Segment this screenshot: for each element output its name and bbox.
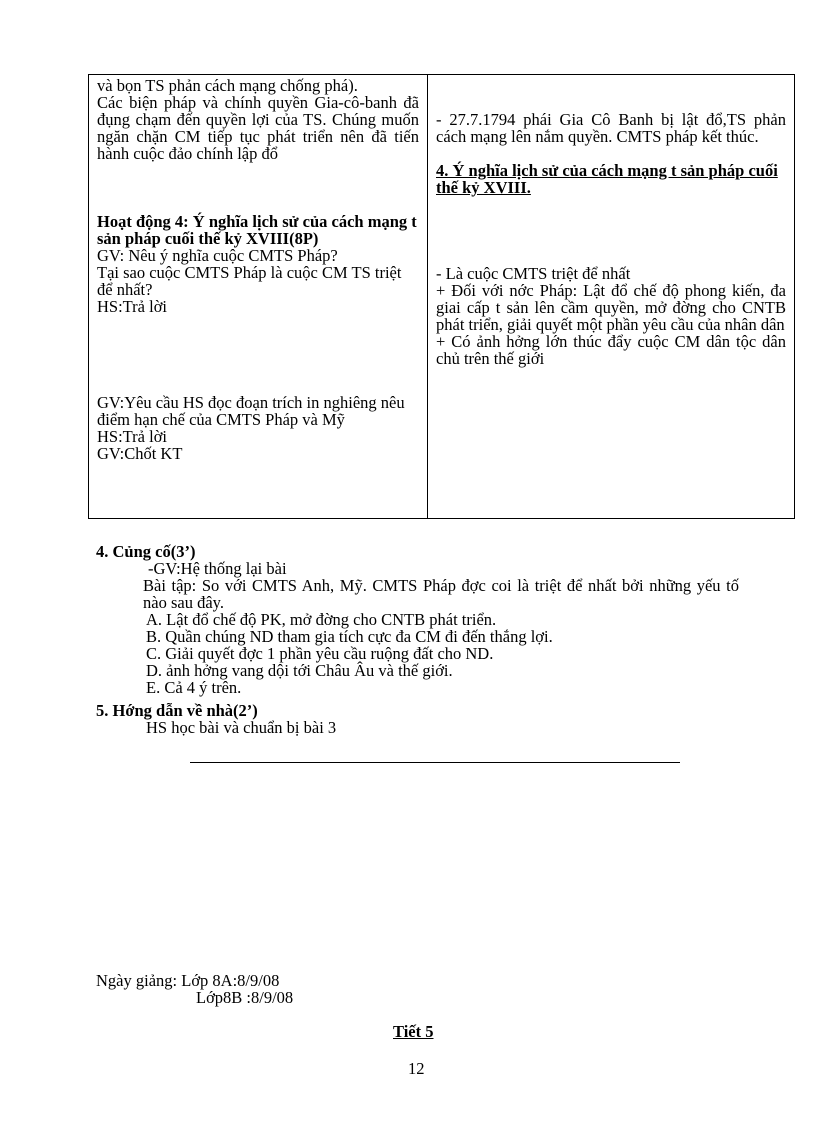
- teaching-date-class-b: Lớp8B :8/9/08: [196, 988, 294, 1007]
- significance-line-3: + Có ảnh hởng lớn thúc đẩy cuộc CM dân tộc dân chủ trên thế giới: [436, 332, 786, 368]
- teaching-date-class-a: Lớp 8A:8/9/08: [181, 971, 280, 990]
- option-b: B. Quần chúng ND tham gia tích cực đa CM đi đến thắng lợi.: [146, 627, 553, 646]
- table-row: [89, 75, 795, 519]
- reading-task: GV:Yêu cầu HS đọc đoạn trích in nghiêng nêu điểm hạn chế của CMTS Pháp và Mỹ: [97, 393, 405, 429]
- reading-conclusion: GV:Chốt KT: [97, 444, 183, 463]
- teaching-date-row: [96, 972, 279, 989]
- lesson-table: [88, 74, 795, 519]
- homework-heading: 5. Hớng dẫn về nhà(2’): [96, 701, 258, 720]
- option-c: C. Giải quyết đợc 1 phần yêu cầu ruộng đất cho ND.: [146, 644, 494, 663]
- homework-text: HS học bài và chuẩn bị bài 3: [146, 718, 337, 737]
- option-a: A. Lật đổ chế độ PK, mở đờng cho CNTB phát triển.: [146, 610, 497, 629]
- event-text: - 27.7.1794 phái Gia Cô Banh bị lật đổ,TS phản cách mạng lên nắm quyền. CMTS pháp kết thúc.: [436, 110, 786, 146]
- option-d: D. ảnh hởng vang dội tới Châu Âu và thế giới.: [146, 661, 453, 680]
- activity-question-1: GV: Nêu ý nghĩa cuộc CMTS Pháp?: [97, 246, 338, 265]
- teacher-activity-column: [89, 75, 428, 519]
- page-number: 12: [408, 1059, 425, 1078]
- significance-line-1: - Là cuộc CMTS triệt để nhất: [436, 264, 631, 283]
- consolidation-line: -GV:Hệ thống lại bài: [148, 559, 287, 578]
- divider-line: [190, 762, 680, 763]
- teaching-date-label: Ngày giảng:: [96, 971, 178, 990]
- intro-line-1: và bọn TS phản cách mạng chống phá).: [97, 76, 358, 95]
- intro-paragraph: Các biện pháp và chính quyền Gia-cô-banh đã đụng chạm đến quyền lợi của TS. Chúng muốn ngăn chặn CM tiếp tục phát triển nên đã tiến hành cuộc đảo chính lập đổ: [97, 93, 419, 163]
- lesson-label: Tiết 5: [393, 1022, 434, 1041]
- option-e: E. Cả 4 ý trên.: [146, 678, 242, 697]
- activity-question-2: Tại sao cuộc CMTS Pháp là cuộc CM TS triệt để nhất?: [97, 263, 402, 299]
- activity-answer: HS:Trả lời: [97, 297, 168, 316]
- content-column: [428, 75, 795, 519]
- exercise-question: Bài tập: So với CMTS Anh, Mỹ. CMTS Pháp đợc coi là triệt để nhất bởi những yếu tố nào sau đây.: [143, 576, 739, 612]
- activity-title: Hoạt động 4: Ý nghĩa lịch sử của cách mạng t sản pháp cuối thế kỷ XVIII(8P): [97, 212, 417, 248]
- reading-answer: HS:Trả lời: [97, 427, 168, 446]
- significance-line-2: + Đối với nớc Pháp: Lật đổ chế độ phong kiến, đa giai cấp t sản lên cầm quyền, mở đờng cho CNTB phát triển, giải quyết một phần yêu cầu của nhân dân: [436, 281, 786, 334]
- section-title: 4. Ý nghĩa lịch sử của cách mạng t sản pháp cuối thế kỷ XVIII.: [436, 161, 778, 197]
- consolidation-heading: 4. Củng cố(3’): [96, 542, 196, 561]
